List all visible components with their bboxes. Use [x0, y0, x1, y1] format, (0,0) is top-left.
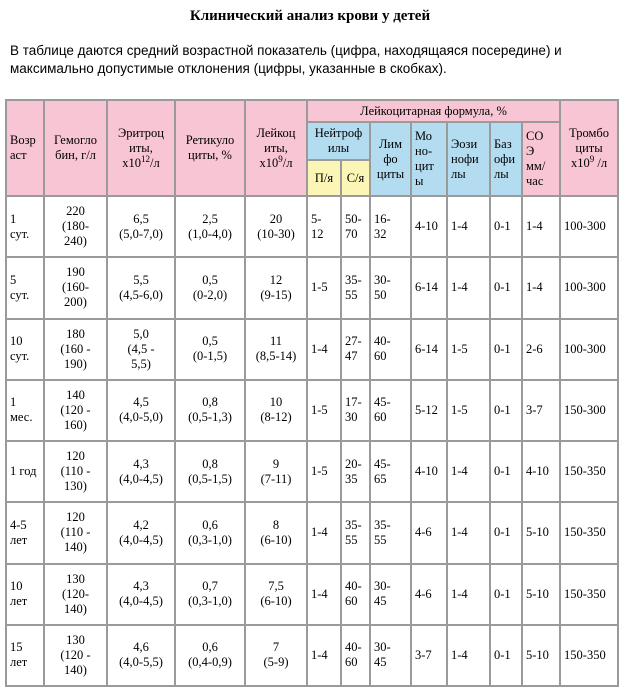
cell-leukocytes: 12 (9-15)	[245, 257, 307, 318]
cell-eosinophils: 1-4	[447, 196, 490, 257]
cell-reticulocytes: 0,5 (0-1,5)	[175, 319, 245, 380]
cell-eosinophils: 1-4	[447, 564, 490, 625]
cell-leukocytes: 20 (10-30)	[245, 196, 307, 257]
header-leukocytes	[245, 100, 307, 196]
cell-lymphocytes: 45- 60	[370, 380, 411, 441]
cell-eosinophils: 1-4	[447, 257, 490, 318]
header-erythrocytes	[107, 100, 175, 196]
cell-lymphocytes: 16- 32	[370, 196, 411, 257]
table-row	[6, 380, 618, 441]
cell-hemoglobin: 140 (120 - 160)	[44, 380, 107, 441]
cell-reticulocytes: 0,6 (0,4-0,9)	[175, 625, 245, 686]
header-esr: СО Э мм/ час	[522, 122, 560, 196]
cell-monocytes: 4-6	[411, 564, 447, 625]
cell-basophils: 0-1	[490, 257, 522, 318]
cell-segmented: 17- 30	[341, 380, 370, 441]
cell-reticulocytes: 0,8 (0,5-1,3)	[175, 380, 245, 441]
cell-reticulocytes: 0,7 (0,3-1,0)	[175, 564, 245, 625]
cell-segmented: 35- 55	[341, 257, 370, 318]
table-body	[6, 196, 618, 686]
header-reticulocytes: Ретикуло циты, %	[175, 100, 245, 196]
cell-basophils: 0-1	[490, 196, 522, 257]
header-monocytes: Мо но- цит ы	[411, 122, 447, 196]
cell-eosinophils: 1-4	[447, 441, 490, 502]
cell-erythrocytes: 6,5 (5,0-7,0)	[107, 196, 175, 257]
blood-analysis-table	[5, 99, 619, 687]
cell-lymphocytes: 40- 60	[370, 319, 411, 380]
cell-esr: 1-4	[522, 257, 560, 318]
cell-esr: 5-10	[522, 502, 560, 563]
cell-band: 1-4	[307, 564, 341, 625]
cell-segmented: 40- 60	[341, 564, 370, 625]
header-lymphocytes: Лим фо циты	[370, 122, 411, 196]
cell-hemoglobin: 180 (160 - 190)	[44, 319, 107, 380]
cell-segmented: 20- 35	[341, 441, 370, 502]
cell-basophils: 0-1	[490, 564, 522, 625]
cell-monocytes: 3-7	[411, 625, 447, 686]
cell-platelets: 150-350	[560, 625, 618, 686]
header-leukocyte-formula: Лейкоцитарная формула, %	[307, 100, 560, 122]
cell-basophils: 0-1	[490, 502, 522, 563]
table-row	[6, 196, 618, 257]
cell-age: 10 сут.	[6, 319, 44, 380]
cell-segmented: 27- 47	[341, 319, 370, 380]
header-neutrophils: Нейтроф илы	[307, 122, 370, 160]
cell-hemoglobin: 120 (110 - 130)	[44, 441, 107, 502]
cell-basophils: 0-1	[490, 625, 522, 686]
cell-lymphocytes: 30- 50	[370, 257, 411, 318]
table-row	[6, 502, 618, 563]
header-leukocytes-exp: 9	[278, 153, 283, 164]
cell-band: 1-4	[307, 625, 341, 686]
header-erythrocytes-label: Эритроц иты, х10	[118, 125, 164, 170]
page-title: Клинический анализ крови у детей	[189, 8, 431, 24]
cell-reticulocytes: 0,8 (0,5-1,5)	[175, 441, 245, 502]
header-eosinophils: Эози нофи лы	[447, 122, 490, 196]
cell-lymphocytes: 30- 45	[370, 625, 411, 686]
cell-leukocytes: 7 (5-9)	[245, 625, 307, 686]
cell-monocytes: 5-12	[411, 380, 447, 441]
cell-monocytes: 6-14	[411, 319, 447, 380]
cell-lymphocytes: 45- 65	[370, 441, 411, 502]
cell-eosinophils: 1-5	[447, 319, 490, 380]
header-segmented-neutrophils: С/я	[341, 160, 370, 196]
cell-eosinophils: 1-5	[447, 380, 490, 441]
cell-esr: 4-10	[522, 441, 560, 502]
cell-platelets: 150-350	[560, 564, 618, 625]
cell-esr: 2-6	[522, 319, 560, 380]
cell-eosinophils: 1-4	[447, 625, 490, 686]
intro-text: В таблице даются средний возрастной показатель (цифра, находящаяся посередине) и максимально допустимые отклонения (цифры, указанные в скобках).	[10, 43, 562, 76]
cell-leukocytes: 11 (8,5-14)	[245, 319, 307, 380]
cell-monocytes: 6-14	[411, 257, 447, 318]
cell-band: 1-5	[307, 441, 341, 502]
cell-platelets: 150-350	[560, 441, 618, 502]
cell-erythrocytes: 4,6 (4,0-5,5)	[107, 625, 175, 686]
cell-leukocytes: 7,5 (6-10)	[245, 564, 307, 625]
header-age: Возр аст	[6, 100, 44, 196]
table-row	[6, 564, 618, 625]
table-row	[6, 319, 618, 380]
cell-monocytes: 4-10	[411, 441, 447, 502]
header-erythrocytes-unit: /л	[150, 155, 160, 170]
cell-band: 1-5	[307, 380, 341, 441]
header-platelets-unit: /л	[594, 155, 608, 170]
cell-segmented: 35- 55	[341, 502, 370, 563]
cell-monocytes: 4-10	[411, 196, 447, 257]
cell-platelets: 100-300	[560, 196, 618, 257]
header-platelets	[560, 100, 618, 196]
cell-erythrocytes: 4,2 (4,0-4,5)	[107, 502, 175, 563]
cell-age: 15 лет	[6, 625, 44, 686]
header-platelets-label: Тромбо циты х10	[569, 125, 610, 170]
cell-lymphocytes: 35- 55	[370, 502, 411, 563]
cell-reticulocytes: 2,5 (1,0-4,0)	[175, 196, 245, 257]
table-row	[6, 257, 618, 318]
cell-erythrocytes: 5,0 (4,5 - 5,5)	[107, 319, 175, 380]
cell-age: 1 мес.	[6, 380, 44, 441]
cell-age: 1 год	[6, 441, 44, 502]
cell-basophils: 0-1	[490, 441, 522, 502]
cell-segmented: 50- 70	[341, 196, 370, 257]
cell-esr: 1-4	[522, 196, 560, 257]
cell-basophils: 0-1	[490, 319, 522, 380]
cell-eosinophils: 1-4	[447, 502, 490, 563]
cell-platelets: 150-350	[560, 502, 618, 563]
cell-platelets: 100-300	[560, 257, 618, 318]
header-erythrocytes-exp: 12	[141, 153, 151, 164]
cell-esr: 3-7	[522, 380, 560, 441]
cell-leukocytes: 8 (6-10)	[245, 502, 307, 563]
cell-lymphocytes: 30- 45	[370, 564, 411, 625]
cell-reticulocytes: 0,5 (0-2,0)	[175, 257, 245, 318]
header-band-neutrophils: П/я	[307, 160, 341, 196]
table-row	[6, 625, 618, 686]
cell-hemoglobin: 130 (120 - 140)	[44, 625, 107, 686]
cell-band: 1-5	[307, 257, 341, 318]
cell-erythrocytes: 4,3 (4,0-4,5)	[107, 441, 175, 502]
cell-hemoglobin: 130 (120- 140)	[44, 564, 107, 625]
cell-erythrocytes: 4,3 (4,0-4,5)	[107, 564, 175, 625]
cell-monocytes: 4-6	[411, 502, 447, 563]
header-basophils: Баз офи лы	[490, 122, 522, 196]
cell-leukocytes: 10 (8-12)	[245, 380, 307, 441]
cell-band: 1-4	[307, 502, 341, 563]
cell-age: 4-5 лет	[6, 502, 44, 563]
cell-hemoglobin: 120 (110 - 140)	[44, 502, 107, 563]
header-leukocytes-label: Лейкоц иты, х10	[256, 125, 296, 170]
cell-band: 1-4	[307, 319, 341, 380]
header-platelets-exp: 9	[589, 153, 595, 164]
header-hemoglobin: Гемогло бин, г/л	[44, 100, 107, 196]
cell-segmented: 40- 60	[341, 625, 370, 686]
cell-leukocytes: 9 (7-11)	[245, 441, 307, 502]
cell-age: 5 сут.	[6, 257, 44, 318]
cell-age: 1 сут.	[6, 196, 44, 257]
cell-band: 5- 12	[307, 196, 341, 257]
cell-platelets: 150-300	[560, 380, 618, 441]
cell-platelets: 100-300	[560, 319, 618, 380]
cell-erythrocytes: 4,5 (4,0-5,0)	[107, 380, 175, 441]
cell-esr: 5-10	[522, 625, 560, 686]
cell-esr: 5-10	[522, 564, 560, 625]
cell-basophils: 0-1	[490, 380, 522, 441]
header-leukocytes-unit: /л	[282, 155, 293, 170]
cell-hemoglobin: 190 (160- 200)	[44, 257, 107, 318]
cell-reticulocytes: 0,6 (0,3-1,0)	[175, 502, 245, 563]
cell-erythrocytes: 5,5 (4,5-6,0)	[107, 257, 175, 318]
cell-hemoglobin: 220 (180- 240)	[44, 196, 107, 257]
table-row	[6, 441, 618, 502]
cell-age: 10 лет	[6, 564, 44, 625]
